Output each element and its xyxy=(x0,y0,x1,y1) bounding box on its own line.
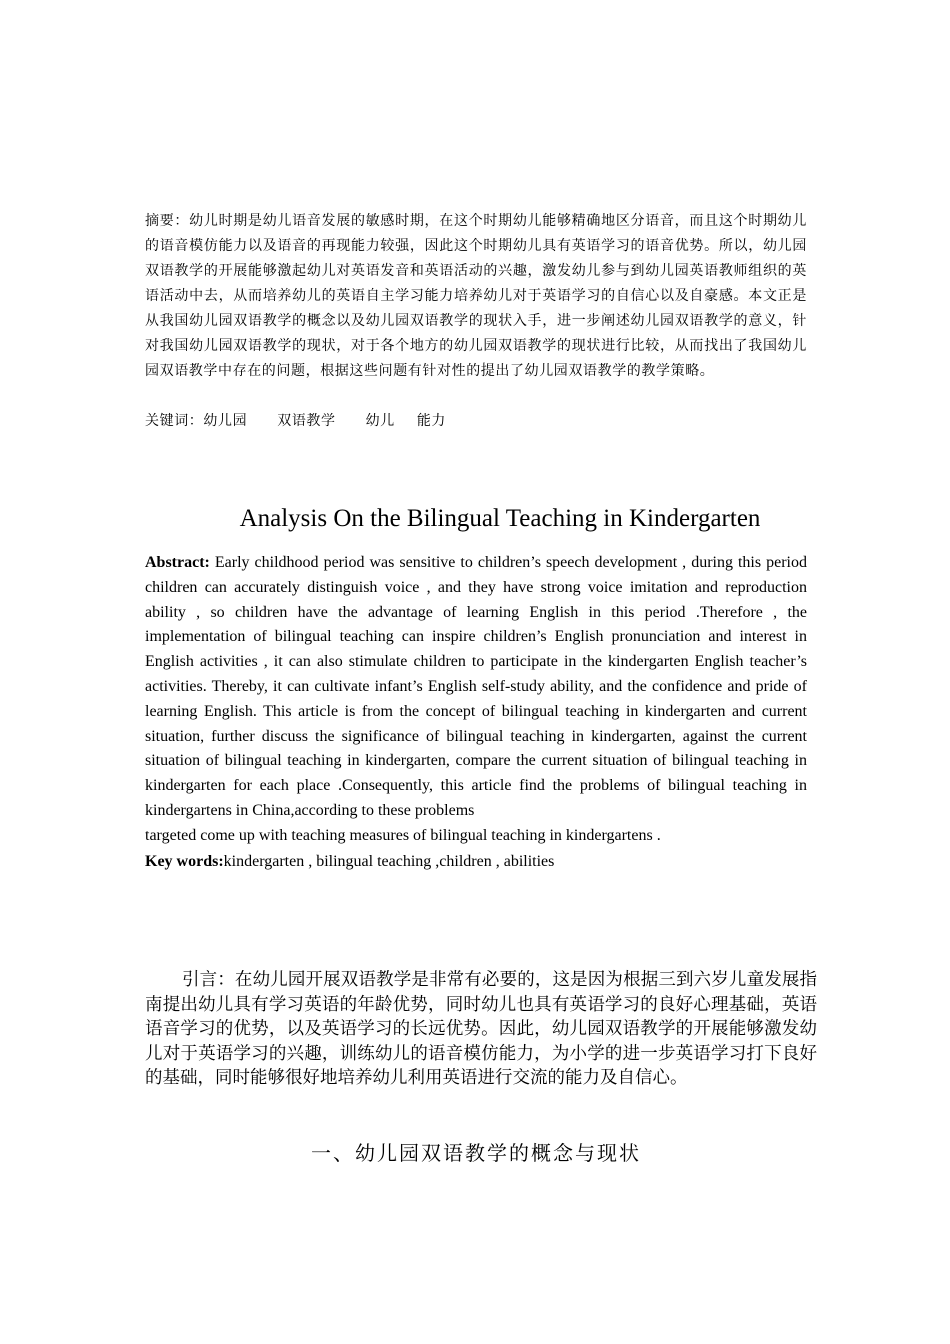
english-abstract xyxy=(145,551,807,849)
english-keywords-label: Key words: xyxy=(145,853,224,870)
english-abstract-label: Abstract: xyxy=(145,554,210,571)
english-abstract-text: Early childhood period was sensitive to children’s speech development , during this period children can accurately distinguish voice , and they have strong voice imitation and reproduction ability , so children have the advantage of learning English in this period .Therefore , the implementation of bilingual teaching can inspire children’s English pronunciation and interest in English activities , it can also stimulate children to participate in the kindergarten English teacher’s activities. Thereby, it can cultivate infant’s English self-study ability, and the confidence and pride of learning English. This article is from the concept of bilingual teaching in kindergarten and current situation, further discuss the significance of bilingual teaching in kindergarten, against the current situation of bilingual teaching in kindergarten, compare the current situation of bilingual teaching in kindergarten for each place .Consequently, this article find the problems of bilingual teaching in kindergartens in China,according to these problems xyxy=(145,554,807,819)
english-abstract-body xyxy=(145,551,807,824)
chinese-abstract-text: 幼儿时期是幼儿语音发展的敏感时期，在这个时期幼儿能够精确地区分语音，而且这个时期幼儿的语音模仿能力以及语音的再现能力较强，因此这个时期幼儿具有英语学习的语音优势。所以，幼儿园双语教学的开展能够激起幼儿对英语发音和英语活动的兴趣，激发幼儿参与到幼儿园英语教师组织的英语活动中去，从而培养幼儿的英语自主学习能力培养幼儿对于英语学习的自信心以及自豪感。本文正是从我国幼儿园双语教学的概念以及幼儿园双语教学的现状入手，进一步阐述幼儿园双语教学的意义，针对我国幼儿园双语教学的现状，对于各个地方的幼儿园双语教学的现状进行比较，从而找出了我国幼儿园双语教学中存在的问题，根据这些问题有针对性的提出了幼儿园双语教学的教学策略。 xyxy=(145,213,807,379)
chinese-keyword: 幼儿园 xyxy=(203,413,248,429)
chinese-keyword: 双语教学 xyxy=(277,413,336,429)
chinese-abstract-label: 摘要： xyxy=(145,213,190,229)
introduction-paragraph: 引言：在幼儿园开展双语教学是非常有必要的，这是因为根据三到六岁儿童发展指南提出幼儿具有学习英语的年龄优势，同时幼儿也具有英语学习的良好心理基础，英语语音学习的优势，以及英语学习的长远优势。因此，幼儿园双语教学的开展能够激发幼儿对于英语学习的兴趣，训练幼儿的语音模仿能力，为小学的进一步英语学习打下良好的基础，同时能够很好地培养幼儿利用英语进行交流的能力及自信心。 xyxy=(145,970,817,1088)
english-keywords xyxy=(145,850,807,875)
chinese-keyword: 幼儿 xyxy=(365,413,395,429)
english-abstract-tail: targeted come up with teaching measures of bilingual teaching in kindergartens . xyxy=(145,826,661,844)
chinese-abstract xyxy=(145,209,807,384)
english-keywords-text: kindergarten , bilingual teaching ,children , abilities xyxy=(223,853,555,870)
english-title: Analysis On the Bilingual Teaching in Kindergarten xyxy=(239,505,761,532)
section-heading: 一、幼儿园双语教学的概念与现状 xyxy=(311,1141,641,1165)
chinese-keywords-label: 关键词： xyxy=(145,413,204,429)
chinese-keywords xyxy=(145,409,807,434)
chinese-keyword: 能力 xyxy=(416,413,447,429)
